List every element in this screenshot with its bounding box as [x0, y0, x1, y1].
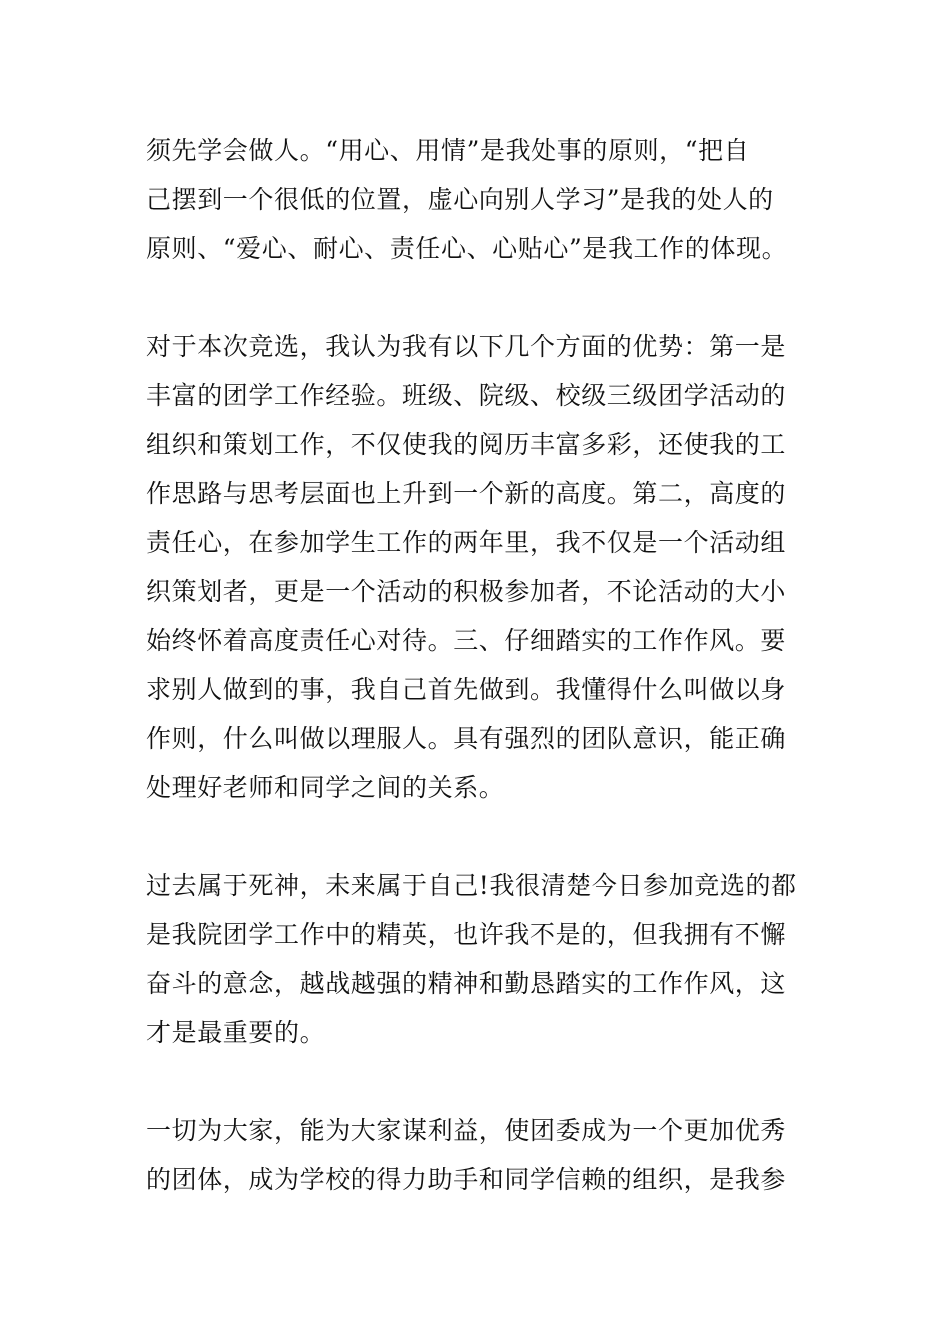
text-line: 始终怀着高度责任心对待。三、仔细踏实的工作作风。要 — [146, 626, 787, 655]
text-line: 对于本次竞选，我认为我有以下几个方面的优势：第一是 — [146, 332, 787, 361]
text-line: 须先学会做人。“用心、用情”是我处事的原则，“把自 — [146, 136, 750, 165]
text-line: 丰富的团学工作经验。班级、院级、校级三级团学活动的 — [146, 381, 787, 410]
paragraph-everyone — [146, 1106, 806, 1204]
text-line: 原则、“爱心、耐心、责任心、心贴心”是我工作的体现。 — [146, 234, 788, 263]
text-line: 是我院团学工作中的精英，也许我不是的，但我拥有不懈 — [146, 920, 787, 949]
text-line: 组织和策划工作，不仅使我的阅历丰富多彩，还使我的工 — [146, 430, 787, 459]
text-line: 求别人做到的事，我自己首先做到。我懂得什么叫做以身 — [146, 675, 787, 704]
paragraph-principles — [146, 126, 806, 273]
text-line: 作则，什么叫做以理服人。具有强烈的团队意识，能正确 — [146, 724, 787, 753]
text-line: 己摆到一个很低的位置，虚心向别人学习”是我的处人的 — [146, 185, 774, 214]
paragraph-gap — [146, 1057, 806, 1106]
text-line: 责任心，在参加学生工作的两年里，我不仅是一个活动组 — [146, 528, 787, 557]
text-line: 的团体，成为学校的得力助手和同学信赖的组织，是我参 — [146, 1165, 787, 1194]
text-line: 一切为大家，能为大家谋利益，使团委成为一个更加优秀 — [146, 1116, 787, 1145]
text-line: 过去属于死神，未来属于自己!我很清楚今日参加竞选的都 — [146, 871, 797, 900]
paragraph-advantages — [146, 322, 806, 812]
paragraph-gap — [146, 812, 806, 861]
text-line: 奋斗的意念，越战越强的精神和勤恳踏实的工作作风，这 — [146, 969, 787, 998]
paragraph-gap — [146, 273, 806, 322]
text-line: 作思路与思考层面也上升到一个新的高度。第二，高度的 — [146, 479, 787, 508]
text-line: 才是最重要的。 — [146, 1018, 326, 1047]
paragraph-future — [146, 861, 806, 1057]
text-line: 处理好老师和同学之间的关系。 — [146, 773, 505, 802]
text-line: 织策划者，更是一个活动的积极参加者，不论活动的大小 — [146, 577, 787, 606]
document-body — [146, 126, 806, 1204]
